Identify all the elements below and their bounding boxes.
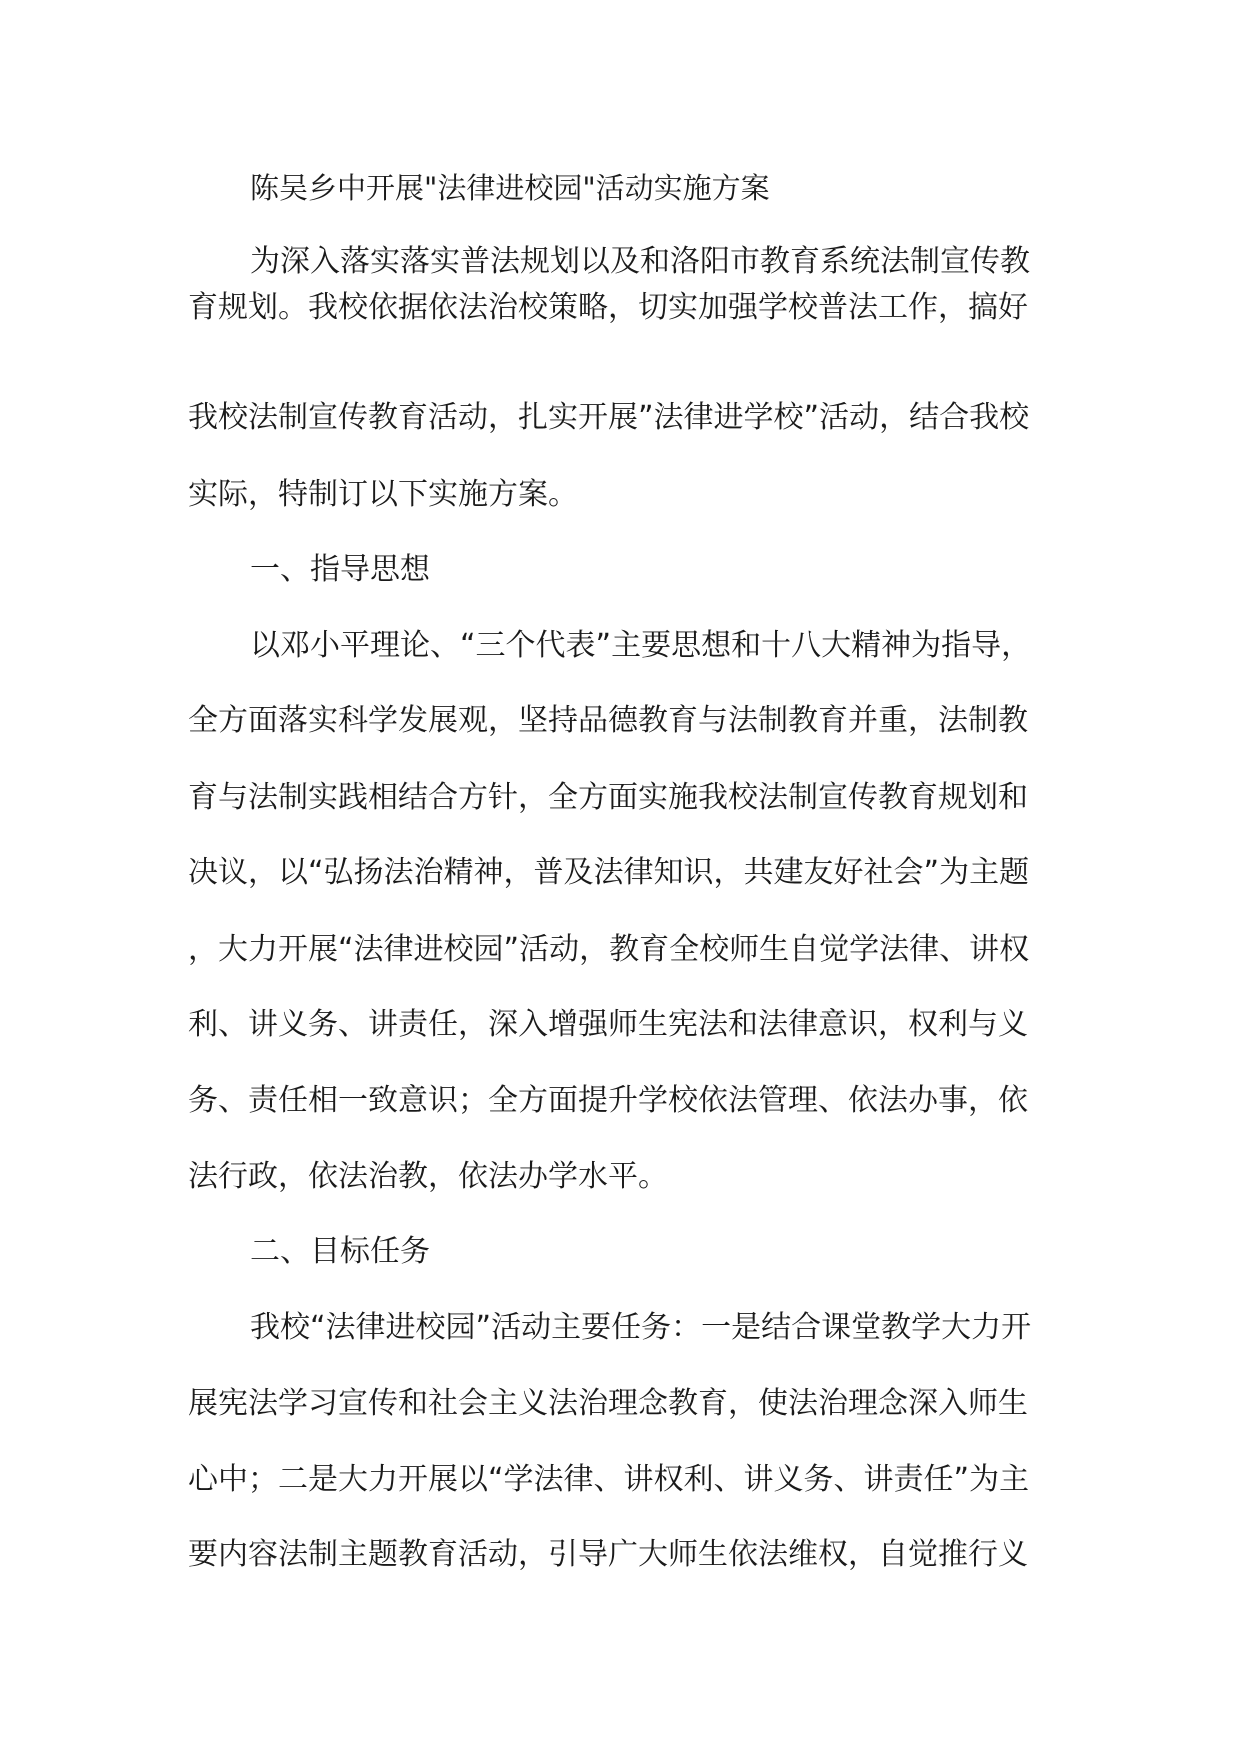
text-line: 决议，以“弘扬法治精神，普及法律知识，共建友好社会”为主题: [188, 855, 1030, 890]
text-line: 我校“法律进校园”活动主要任务：一是结合课堂教学大力开: [250, 1310, 1032, 1345]
text-line: 利、讲义务、讲责任，深入增强师生宪法和法律意识，权利与义: [188, 1007, 1028, 1042]
text-line: 我校法制宣传教育活动，扎实开展”法律进学校”活动，结合我校: [188, 400, 1030, 435]
text-line: 法行政，依法治教，依法办学水平。: [188, 1159, 668, 1194]
text-line: 以邓小平理论、“三个代表”主要思想和十八大精神为指导，: [250, 628, 1032, 663]
section-heading: 一、指导思想: [250, 552, 430, 587]
text-line: 心中；二是大力开展以“学法律、讲权利、讲义务、讲责任”为主: [188, 1462, 1030, 1497]
document-title: 陈吴乡中开展"法律进校园"活动实施方案: [250, 171, 770, 205]
text-line: 展宪法学习宣传和社会主义法治理念教育，使法治理念深入师生: [188, 1386, 1028, 1421]
text-line: 实际，特制订以下实施方案。: [188, 477, 578, 512]
section-heading: 二、目标任务: [250, 1234, 430, 1269]
text-line: ，大力开展“法律进校园”活动，教育全校师生自觉学法律、讲权: [188, 932, 1030, 967]
text-line: 育规划。我校依据依法治校策略，切实加强学校普法工作，搞好: [188, 290, 1028, 325]
text-line: 全方面落实科学发展观，坚持品德教育与法制教育并重，法制教: [188, 703, 1028, 738]
text-line: 要内容法制主题教育活动，引导广大师生依法维权，自觉推行义: [188, 1537, 1028, 1572]
text-line: 务、责任相一致意识；全方面提升学校依法管理、依法办事，依: [188, 1083, 1028, 1118]
text-line: 育与法制实践相结合方针，全方面实施我校法制宣传教育规划和: [188, 780, 1028, 815]
text-line: 为深入落实落实普法规划以及和洛阳市教育系统法制宣传教: [250, 244, 1030, 279]
